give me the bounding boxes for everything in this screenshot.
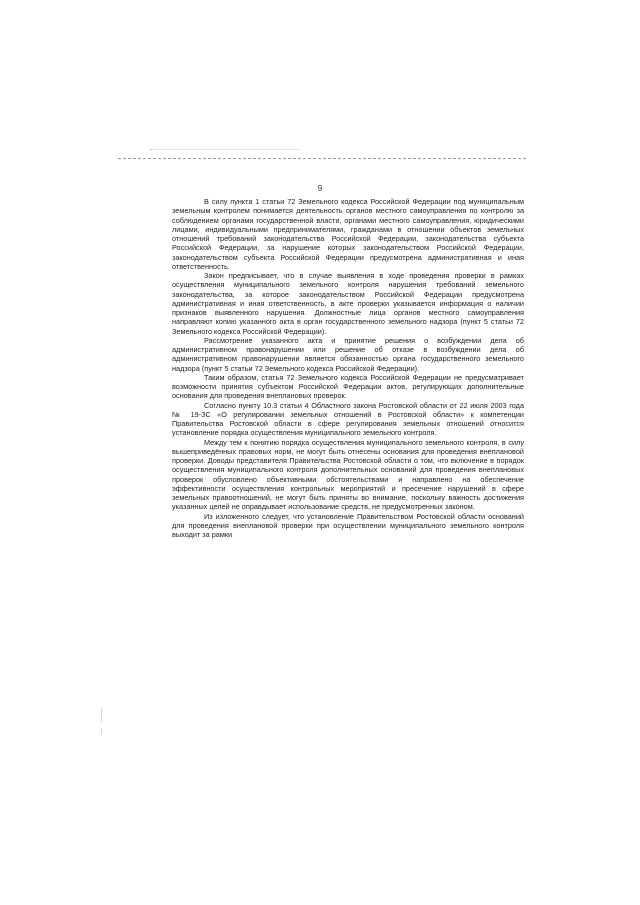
paragraph-5: Согласно пункту 10.3 статьи 4 Областного закона Ростовской области от 22 июля 2003 года № 19-ЗС «О регулировании земельных отношений в Ростовской области» к компетенции Правительства Ростовской области в сфере регулирования земельных отношений относится установление порядка осуществления муниципального земельного контроля. xyxy=(172,400,524,438)
page-number: 9 xyxy=(317,184,323,193)
scan-mark xyxy=(101,708,102,722)
paragraph-7: Из изложенного следует, что установление Правительством Ростовской области оснований для проведения внеплановой проверки при осуществлении муниципального земельного контроля выходит за рамки xyxy=(172,511,524,539)
header-rule-faint xyxy=(150,149,300,150)
paragraph-1: В силу пункта 1 статьи 72 Земельного кодекса Российской Федерации под муниципальным земельным контролем понимается деятельность органов местного самоуправления по контролю за соблюдением органами государственной власти, органами местного самоуправления, юридическими лицами, индивидуальными предпринимателями, гражданами в отношении объектов земельных отношений требований законодательства Российской Федерации, законодательства субъекта Российской Федерации, за нарушение которых законодательством Российской Федерации, законодательством субъекта Российской Федерации предусмотрена административная и иная ответственность. xyxy=(172,197,524,271)
paragraph-6: Между тем к понятию порядка осуществления муниципального земельного контроля, в силу вышеприведённых правовых норм, не могут быть отнесены основания для проведения внеплановой проверки. Доводы представителя Правительства Ростовской области о том, что включение в порядок осуществления муниципального контроля дополнительных оснований для проведения внеплановых проверок обусловлено объективными обстоятельствами и направлено на обеспечение эффективности осуществления контрольных мероприятий и пресечение нарушений в сфере земельных правоотношений, не могут быть приняты во внимание, поскольку важность достижения указанных целей не оправдывает использование средств, не предусмотренных законом. xyxy=(172,437,524,512)
document-body xyxy=(172,197,524,539)
paragraph-2: Закон предписывает, что в случае выявления в ходе проведения проверки в рамках осуществления муниципального земельного контроля нарушения требований земельного законодательства, за которое законодательством Российской Федерации предусмотрена административная и иная ответственность, в акте проверки указывается информация о наличии признаков выявленного нарушения. Должностные лица органов местного самоуправления направляют копию указанного акта в орган государственного земельного надзора (пункт 5 статьи 72 Земельного кодекса Российской Федерации). xyxy=(172,271,524,336)
paragraph-3: Рассмотрение указанного акта и принятие решения о возбуждении дела об административном правонарушении или решение об отказе в возбуждении дела об административном правонарушении является обязанностью органа государственного земельного надзора (пункт 5 статьи 72 Земельного кодекса Российской Федерации). xyxy=(172,335,524,373)
paragraph-4: Таким образом, статья 72 Земельного кодекса Российской Федерации не предусматривает возможности принятия субъектом Российской Федерации актов, регулирующих дополнительные основания для проведения внеплановых проверок. xyxy=(172,372,524,401)
header-rule xyxy=(118,158,526,159)
scan-mark xyxy=(101,728,102,734)
